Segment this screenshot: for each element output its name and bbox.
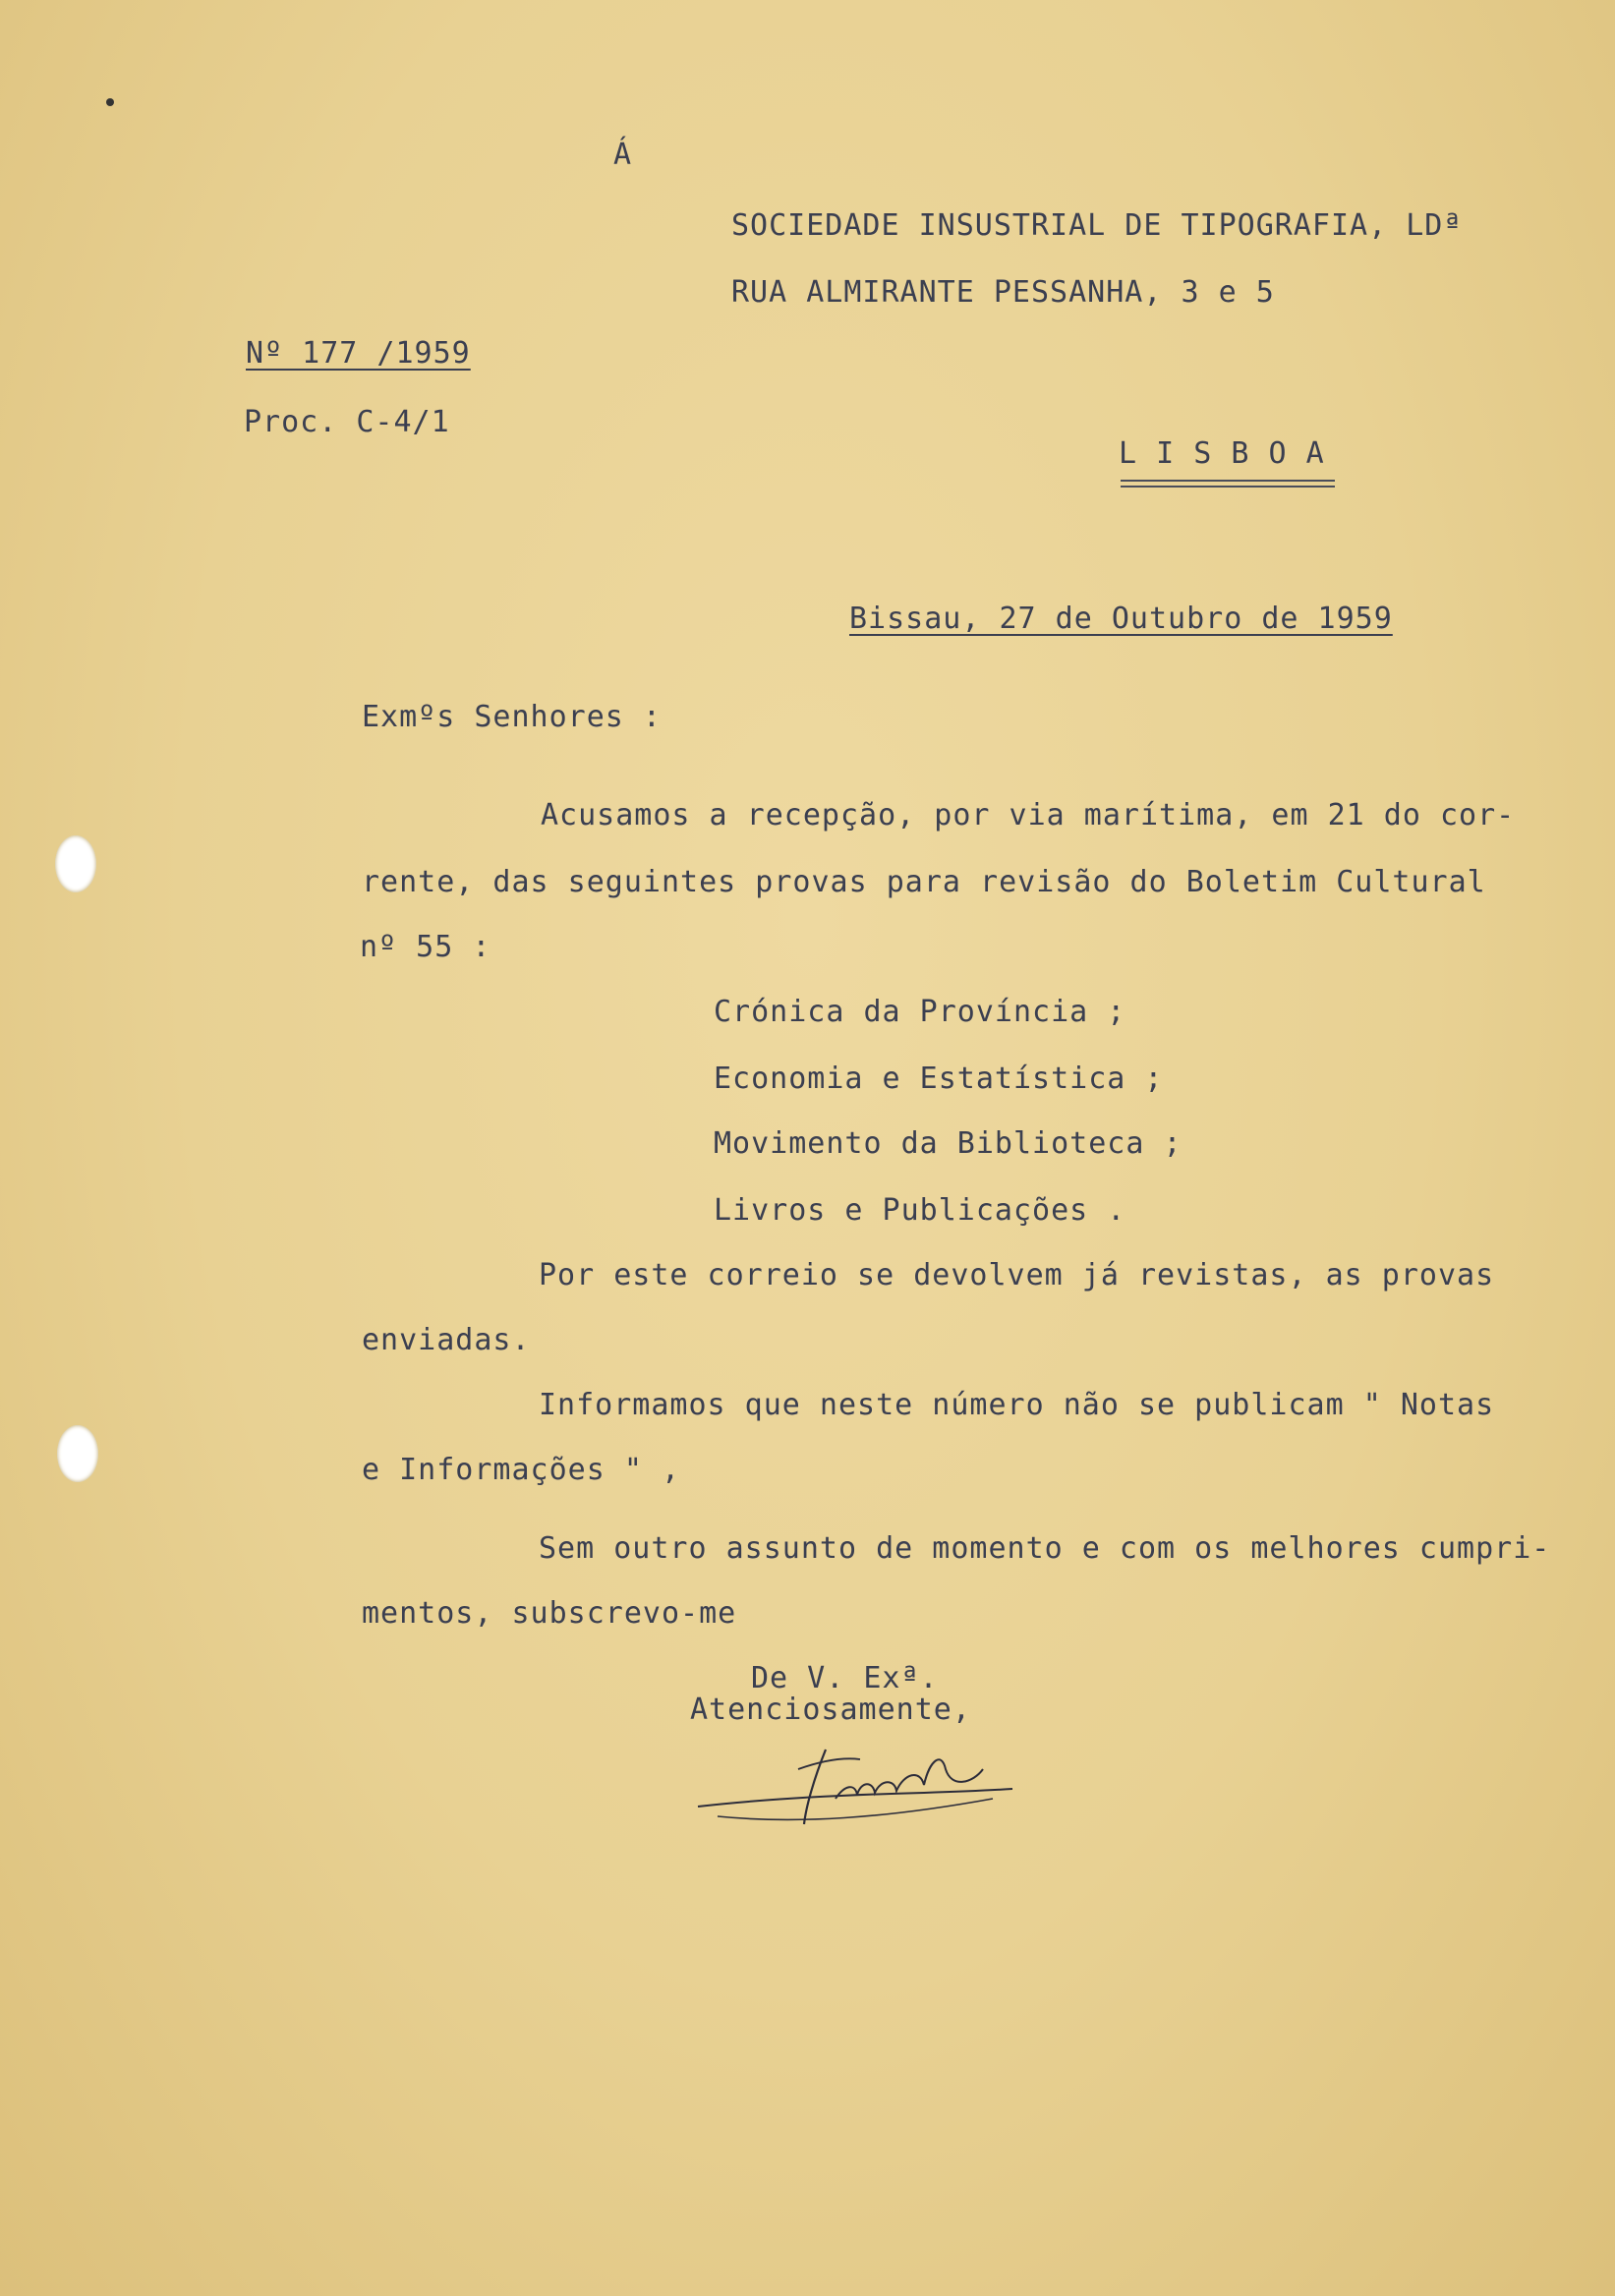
body-line: Informamos que neste número não se publicam " Notas <box>539 1388 1495 1422</box>
list-item: Crónica da Província ; <box>714 995 1126 1029</box>
addressee-prefix: Á <box>613 138 633 172</box>
punch-hole-top <box>55 835 96 892</box>
list-item: Economia e Estatística ; <box>714 1062 1164 1096</box>
handwritten-signature <box>688 1730 1042 1848</box>
reference-number: Nº 177 /1959 <box>246 336 471 371</box>
punch-hole-bottom <box>57 1425 98 1482</box>
body-line: nº 55 : <box>360 930 491 964</box>
list-item: Livros e Publicações . <box>714 1193 1126 1228</box>
city-double-underline <box>1121 480 1335 488</box>
body-line: Sem outro assunto de momento e com os melhores cumpri- <box>539 1531 1551 1566</box>
city-name: L I S B O A <box>1119 436 1325 471</box>
closing-line-2: Atenciosamente, <box>690 1693 971 1727</box>
closing-line-1: De V. Exª. <box>751 1661 939 1695</box>
body-line: Acusamos a recepção, por via marítima, em 21 do cor- <box>541 798 1516 832</box>
body-line: enviadas. <box>362 1323 531 1357</box>
ink-dot <box>106 98 114 106</box>
body-line: e Informações " , <box>362 1453 681 1487</box>
list-item: Movimento da Biblioteca ; <box>714 1126 1182 1161</box>
body-line: rente, das seguintes provas para revisão do Boletim Cultural <box>362 865 1486 899</box>
process-code: Proc. C-4/1 <box>244 405 450 439</box>
body-line: mentos, subscrevo-me <box>362 1596 737 1631</box>
salutation: Exmºs Senhores : <box>362 700 662 734</box>
company-name: SOCIEDADE INSUSTRIAL DE TIPOGRAFIA, LDª <box>731 208 1463 243</box>
body-line: Por este correio se devolvem já revistas, as provas <box>539 1258 1495 1292</box>
street-address: RUA ALMIRANTE PESSANHA, 3 e 5 <box>731 275 1275 310</box>
date-line: Bissau, 27 de Outubro de 1959 <box>849 602 1393 636</box>
